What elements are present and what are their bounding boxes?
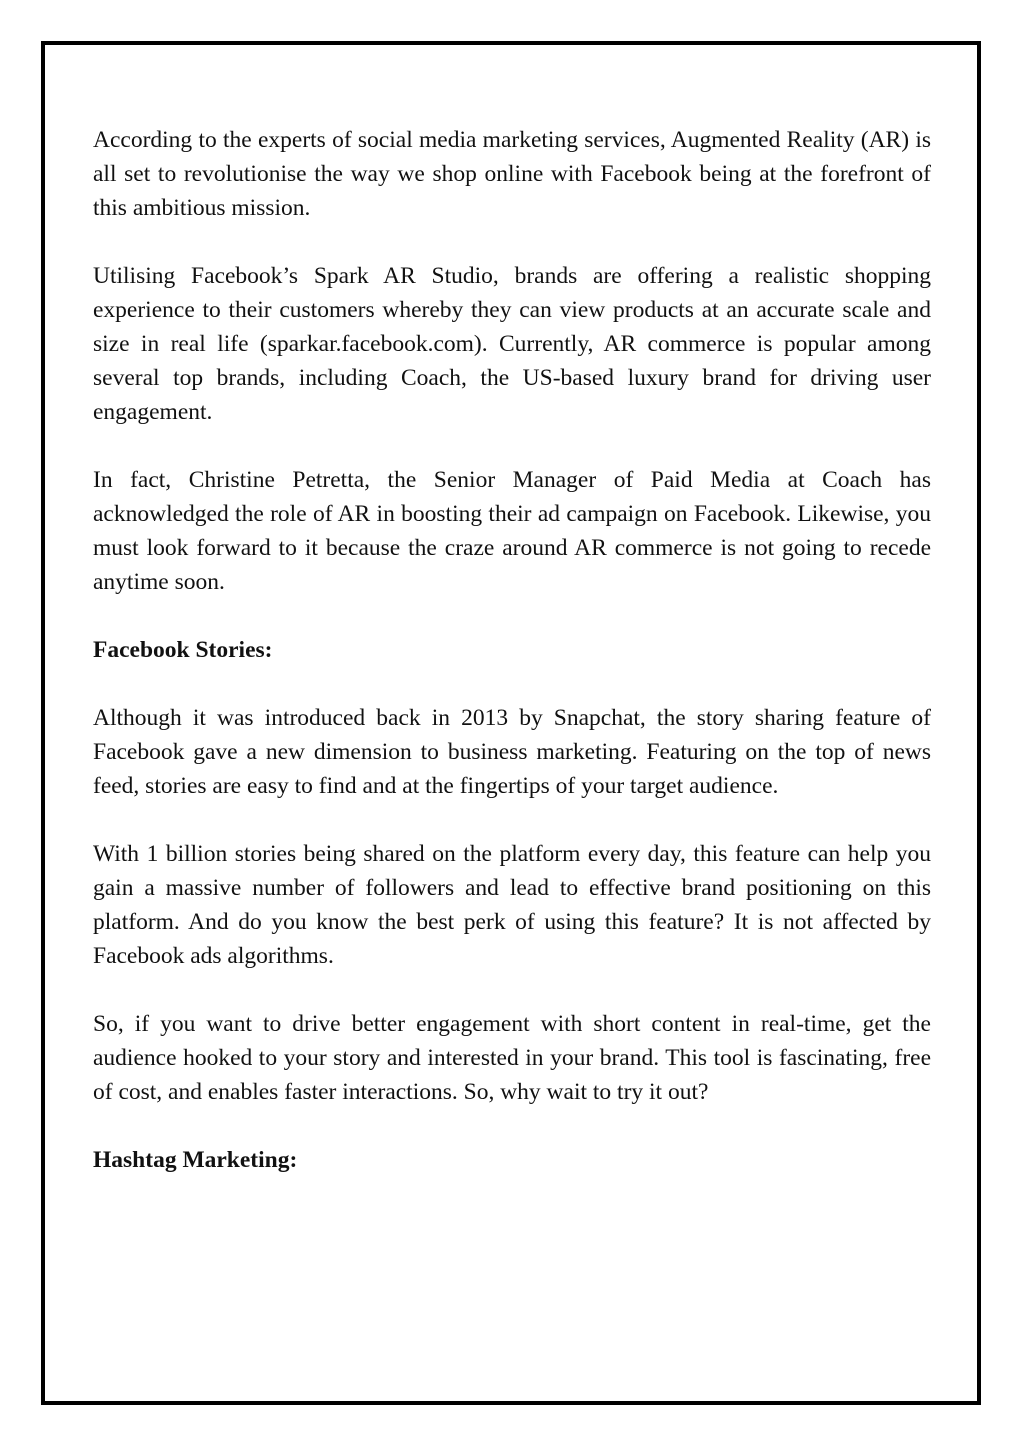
paragraph-spark-ar: Utilising Facebook’s Spark AR Studio, brands are offering a realistic shopping experience to their customers whereby they can view products at an accurate scale and size in real life (sparkar.facebook.com). Currently, AR commerce is popular among several top brands, including Coach, the US-based luxury brand for driving user engagement. bbox=[93, 263, 931, 425]
paragraph-stories-billion: With 1 billion stories being shared on the platform every day, this feature can help you gain a massive number of followers and lead to effective brand positioning on this platform. And do you know the best perk of using this feature? It is not affected by Facebook ads algorithms. bbox=[93, 841, 931, 969]
page-frame bbox=[41, 41, 981, 1405]
paragraph-stories-intro: Although it was introduced back in 2013 by Snapchat, the story sharing feature of Facebook gave a new dimension to business marketing. Featuring on the top of news feed, stories are easy to find and at the fingertips of your target audience. bbox=[93, 705, 931, 799]
paragraph-coach: In fact, Christine Petretta, the Senior Manager of Paid Media at Coach has acknowledged the role of AR in boosting their ad campaign on Facebook. Likewise, you must look forward to it because the craze around AR commerce is not going to recede anytime soon. bbox=[93, 467, 931, 595]
paragraph-ar-intro: According to the experts of social media marketing services, Augmented Reality (AR) is all set to revolutionise the way we shop online with Facebook being at the forefront of this ambitious mission. bbox=[93, 127, 931, 221]
heading-facebook-stories: Facebook Stories: bbox=[93, 637, 273, 663]
paragraph-stories-engagement: So, if you want to drive better engagement with short content in real-time, get the audience hooked to your story and interested in your brand. This tool is fascinating, free of cost, and enables faster interactions. So, why wait to try it out? bbox=[93, 1011, 931, 1105]
heading-hashtag-marketing: Hashtag Marketing: bbox=[93, 1147, 298, 1173]
document-body bbox=[93, 123, 931, 1211]
